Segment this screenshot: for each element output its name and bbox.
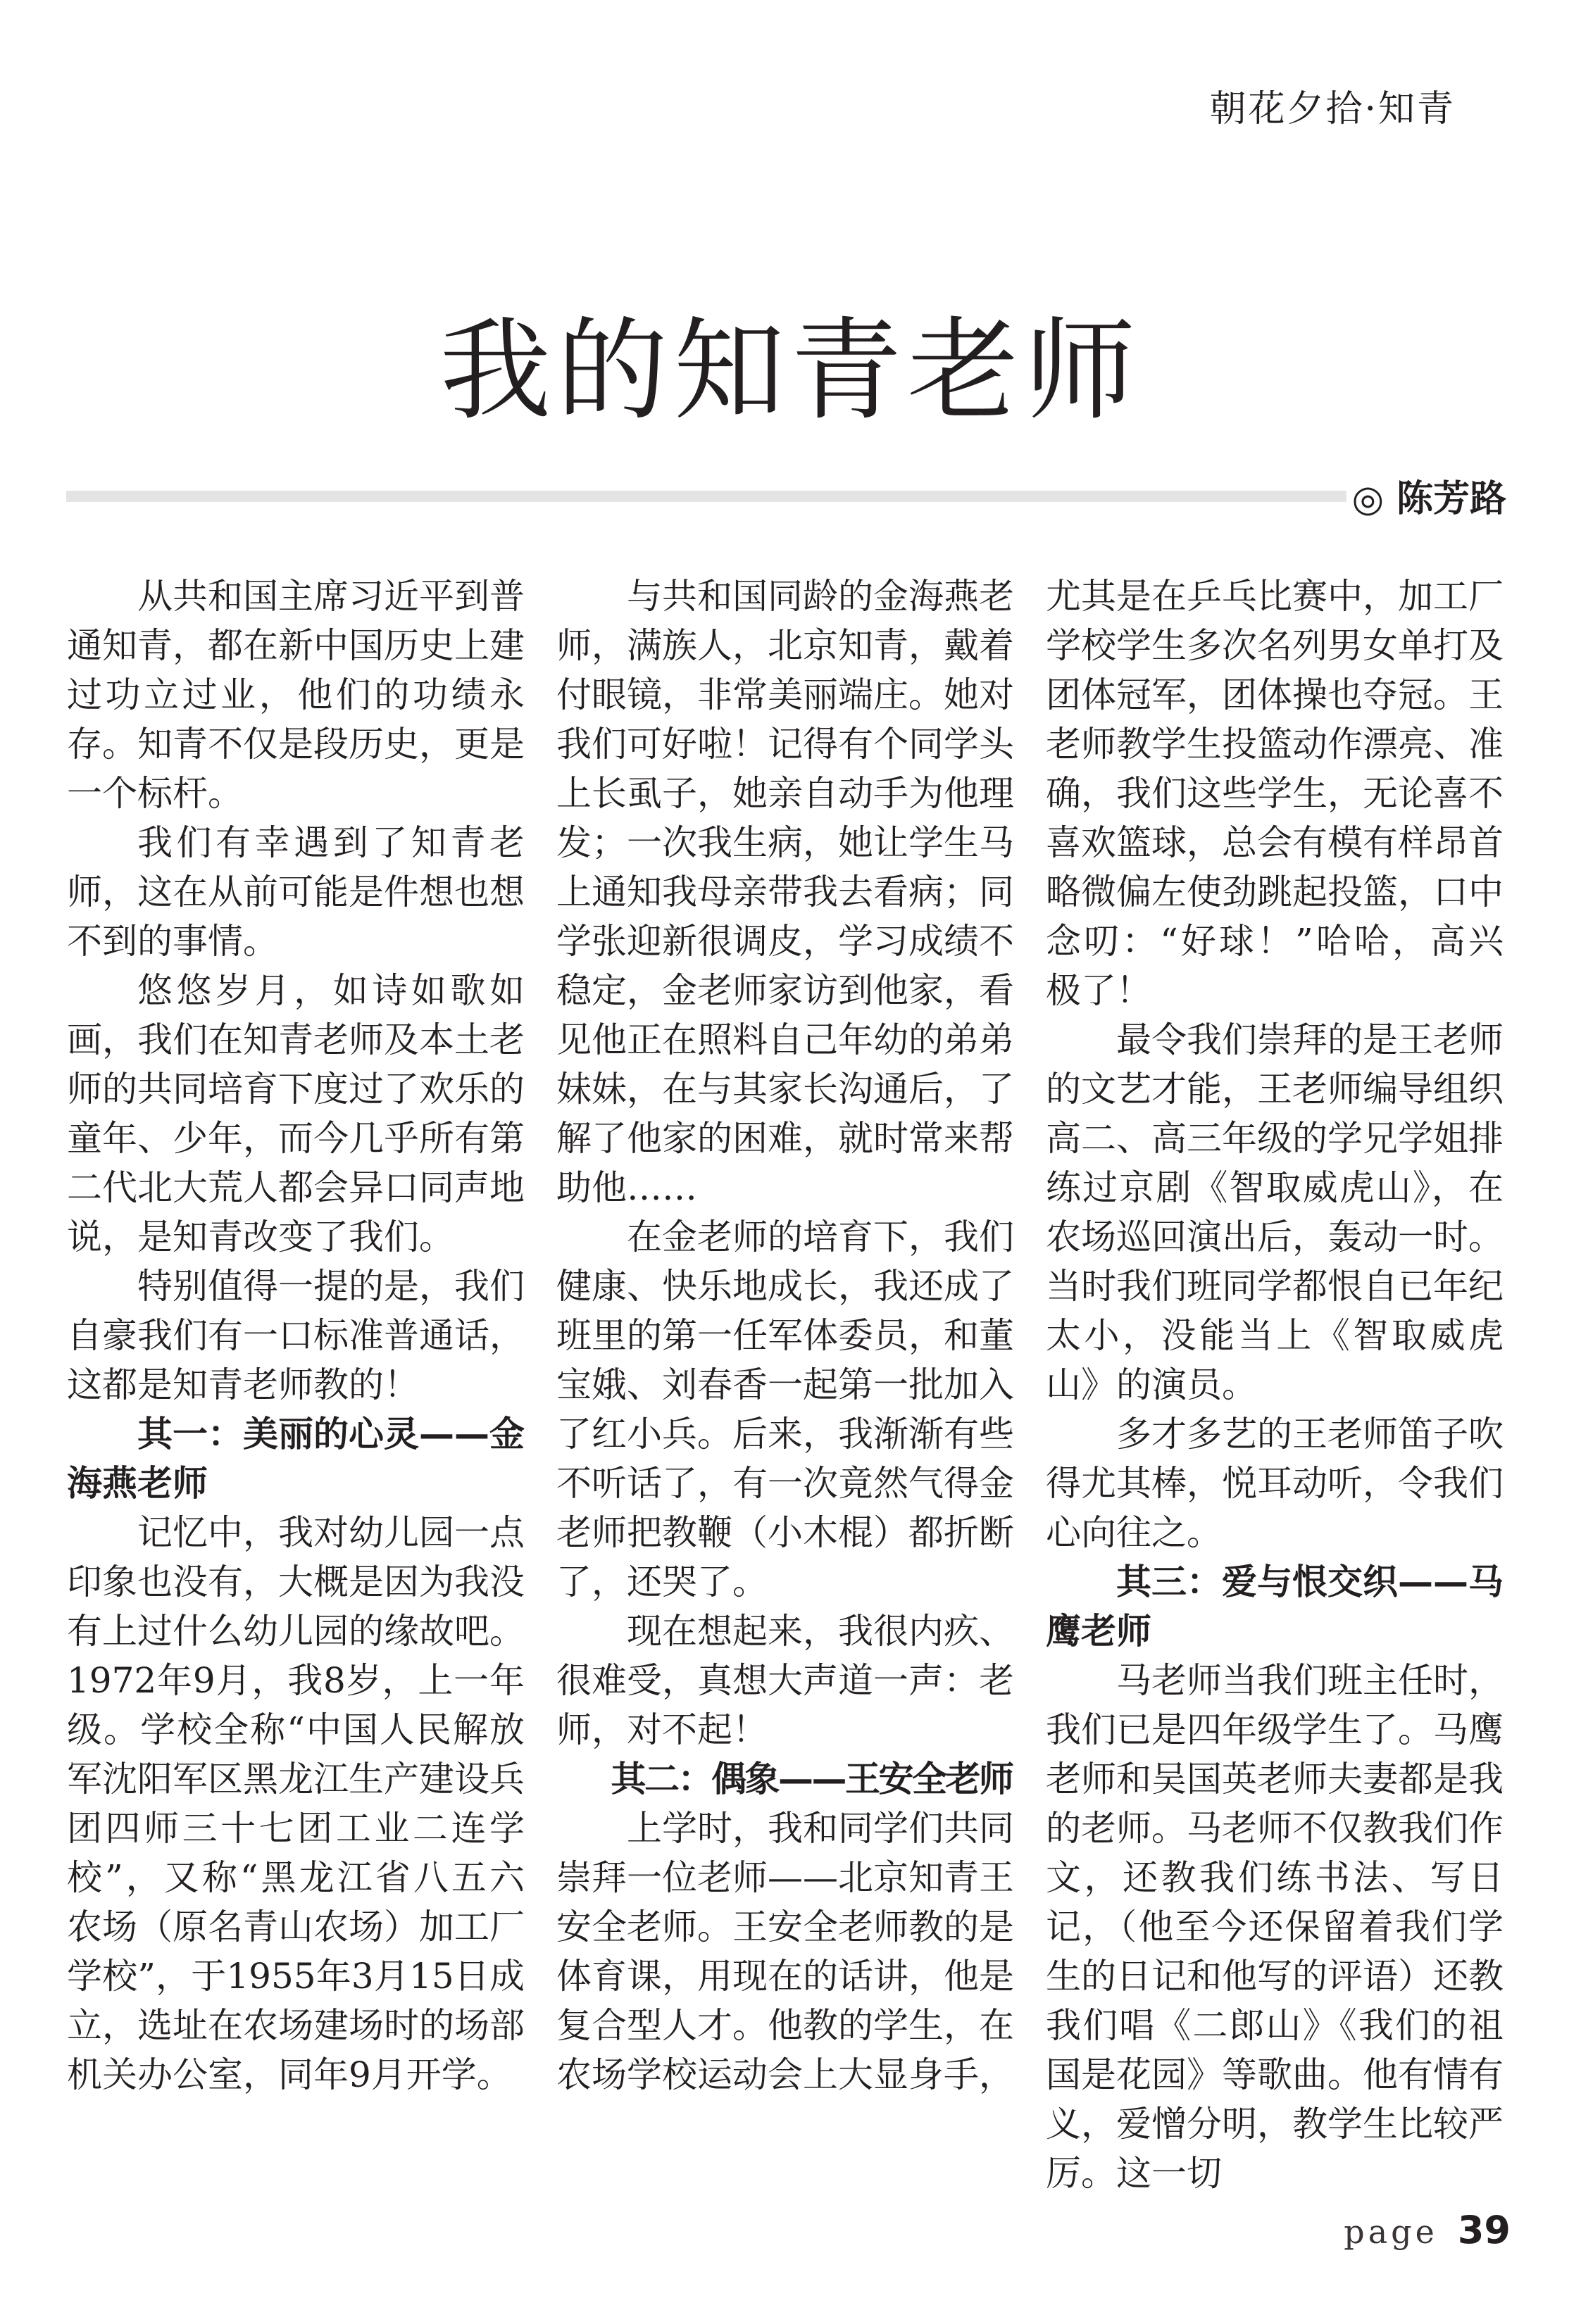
paragraph: 记忆中，我对幼儿园一点印象也没有，大概是因为我没有上过什么幼儿园的缘故吧。1972年9月，我8岁，上一年级。学校全称“中国人民解放军沈阳军区黑龙江生产建设兵团四师三十七团工业二连学校”，又称“黑龙江省八五六农场（原名青山农场）加工厂学校”，于1955年3月15日成立，选址在农场建场时的场部机关办公室，同年9月开学。	[67, 1512, 525, 2095]
text-column-1	[67, 572, 525, 2099]
author-marker-icon: ◎	[1351, 478, 1384, 520]
page-footer	[1344, 2208, 1511, 2252]
paragraph: 我们有幸遇到了知青老师，这在从前可能是件想也想不到的事情。	[67, 822, 525, 962]
byline	[1352, 469, 1506, 522]
paragraph: 在金老师的培育下，我们健康、快乐地成长，我还成了班里的第一任军体委员，和董宝娥、刘春香一起第一批加入了红小兵。后来，我渐渐有些不听话了，有一次竟然气得金老师把教鞭（小木棍）都折断了，还哭了。	[556, 1217, 1014, 1602]
paragraph: 悠悠岁月，如诗如歌如画，我们在知青老师及本土老师的共同培育下度过了欢乐的童年、少年，而今几乎所有第二代北大荒人都会异口同声地说，是知青改变了我们。	[67, 970, 525, 1257]
paragraph: 从共和国主席习近平到普通知青，都在新中国历史上建过功立过业，他们的功绩永存。知青不仅是段历史，更是一个标杆。	[67, 576, 525, 814]
byline-divider-bar	[66, 491, 1346, 502]
paragraph: 尤其是在乒乓比赛中，加工厂学校学生多次名列男女单打及团体冠军，团体操也夺冠。王老师教学生投篮动作漂亮、准确，我们这些学生，无论喜不喜欢篮球，总会有模有样昂首略微偏左使劲跳起投篮，口中念叨：“好球！”哈哈，高兴极了！	[1046, 576, 1504, 1011]
paragraph: 现在想起来，我很内疚、很难受，真想大声道一声：老师，对不起！	[556, 1611, 1014, 1750]
section-heading: 其一：美丽的心灵——金海燕老师	[67, 1414, 525, 1504]
footer-page-number: 39	[1457, 2208, 1511, 2252]
section-heading: 其三：爱与恨交织——马鹰老师	[1046, 1562, 1504, 1652]
masthead-section-label: 朝花夕拾·知青	[1209, 88, 1456, 130]
paragraph: 最令我们崇拜的是王老师的文艺才能，王老师编导组织高二、高三年级的学兄学姐排练过京剧《智取威虎山》，在农场巡回演出后，轰动一时。当时我们班同学都恨自已年纪太小，没能当上《智取威虎山》的演员。	[1046, 1019, 1504, 1405]
paragraph: 马老师当我们班主任时，我们已是四年级学生了。马鹰老师和吴国英老师夫妻都是我的老师。马老师不仅教我们作文，还教我们练书法、写日记，（他至今还保留着我们学生的日记和他写的评语）还教我们唱《二郎山》《我们的祖国是花园》等歌曲。他有情有义，爱憎分明，教学生比较严厉。这一切	[1046, 1660, 1504, 2194]
page-title: 我的知青老师	[439, 306, 1142, 436]
footer-page-label: page	[1344, 2213, 1438, 2251]
text-column-3	[1046, 572, 1504, 2198]
author-name: 陈芳路	[1396, 478, 1506, 520]
paragraph: 与共和国同龄的金海燕老师，满族人，北京知青，戴着付眼镜，非常美丽端庄。她对我们可好啦！记得有个同学头上长虱子，她亲自动手为他理发；一次我生病，她让学生马上通知我母亲带我去看病；同学张迎新很调皮，学习成绩不稳定，金老师家访到他家，看见他正在照料自己年幼的弟弟妹妹，在与其家长沟通后，了解了他家的困难，就时常来帮助他……	[556, 576, 1014, 1208]
section-heading: 其二：偶象——王安全老师	[611, 1759, 1013, 1799]
paragraph: 特别值得一提的是，我们自豪我们有一口标准普通话，这都是知青老师教的！	[67, 1266, 525, 1405]
paragraph: 上学时，我和同学们共同崇拜一位老师——北京知青王安全老师。王安全老师教的是体育课，用现在的话讲，他是复合型人才。他教的学生，在农场学校运动会上大显身手，	[556, 1808, 1014, 2095]
text-column-2	[556, 572, 1014, 2099]
paragraph: 多才多艺的王老师笛子吹得尤其棒，悦耳动听，令我们心向往之。	[1046, 1414, 1504, 1553]
